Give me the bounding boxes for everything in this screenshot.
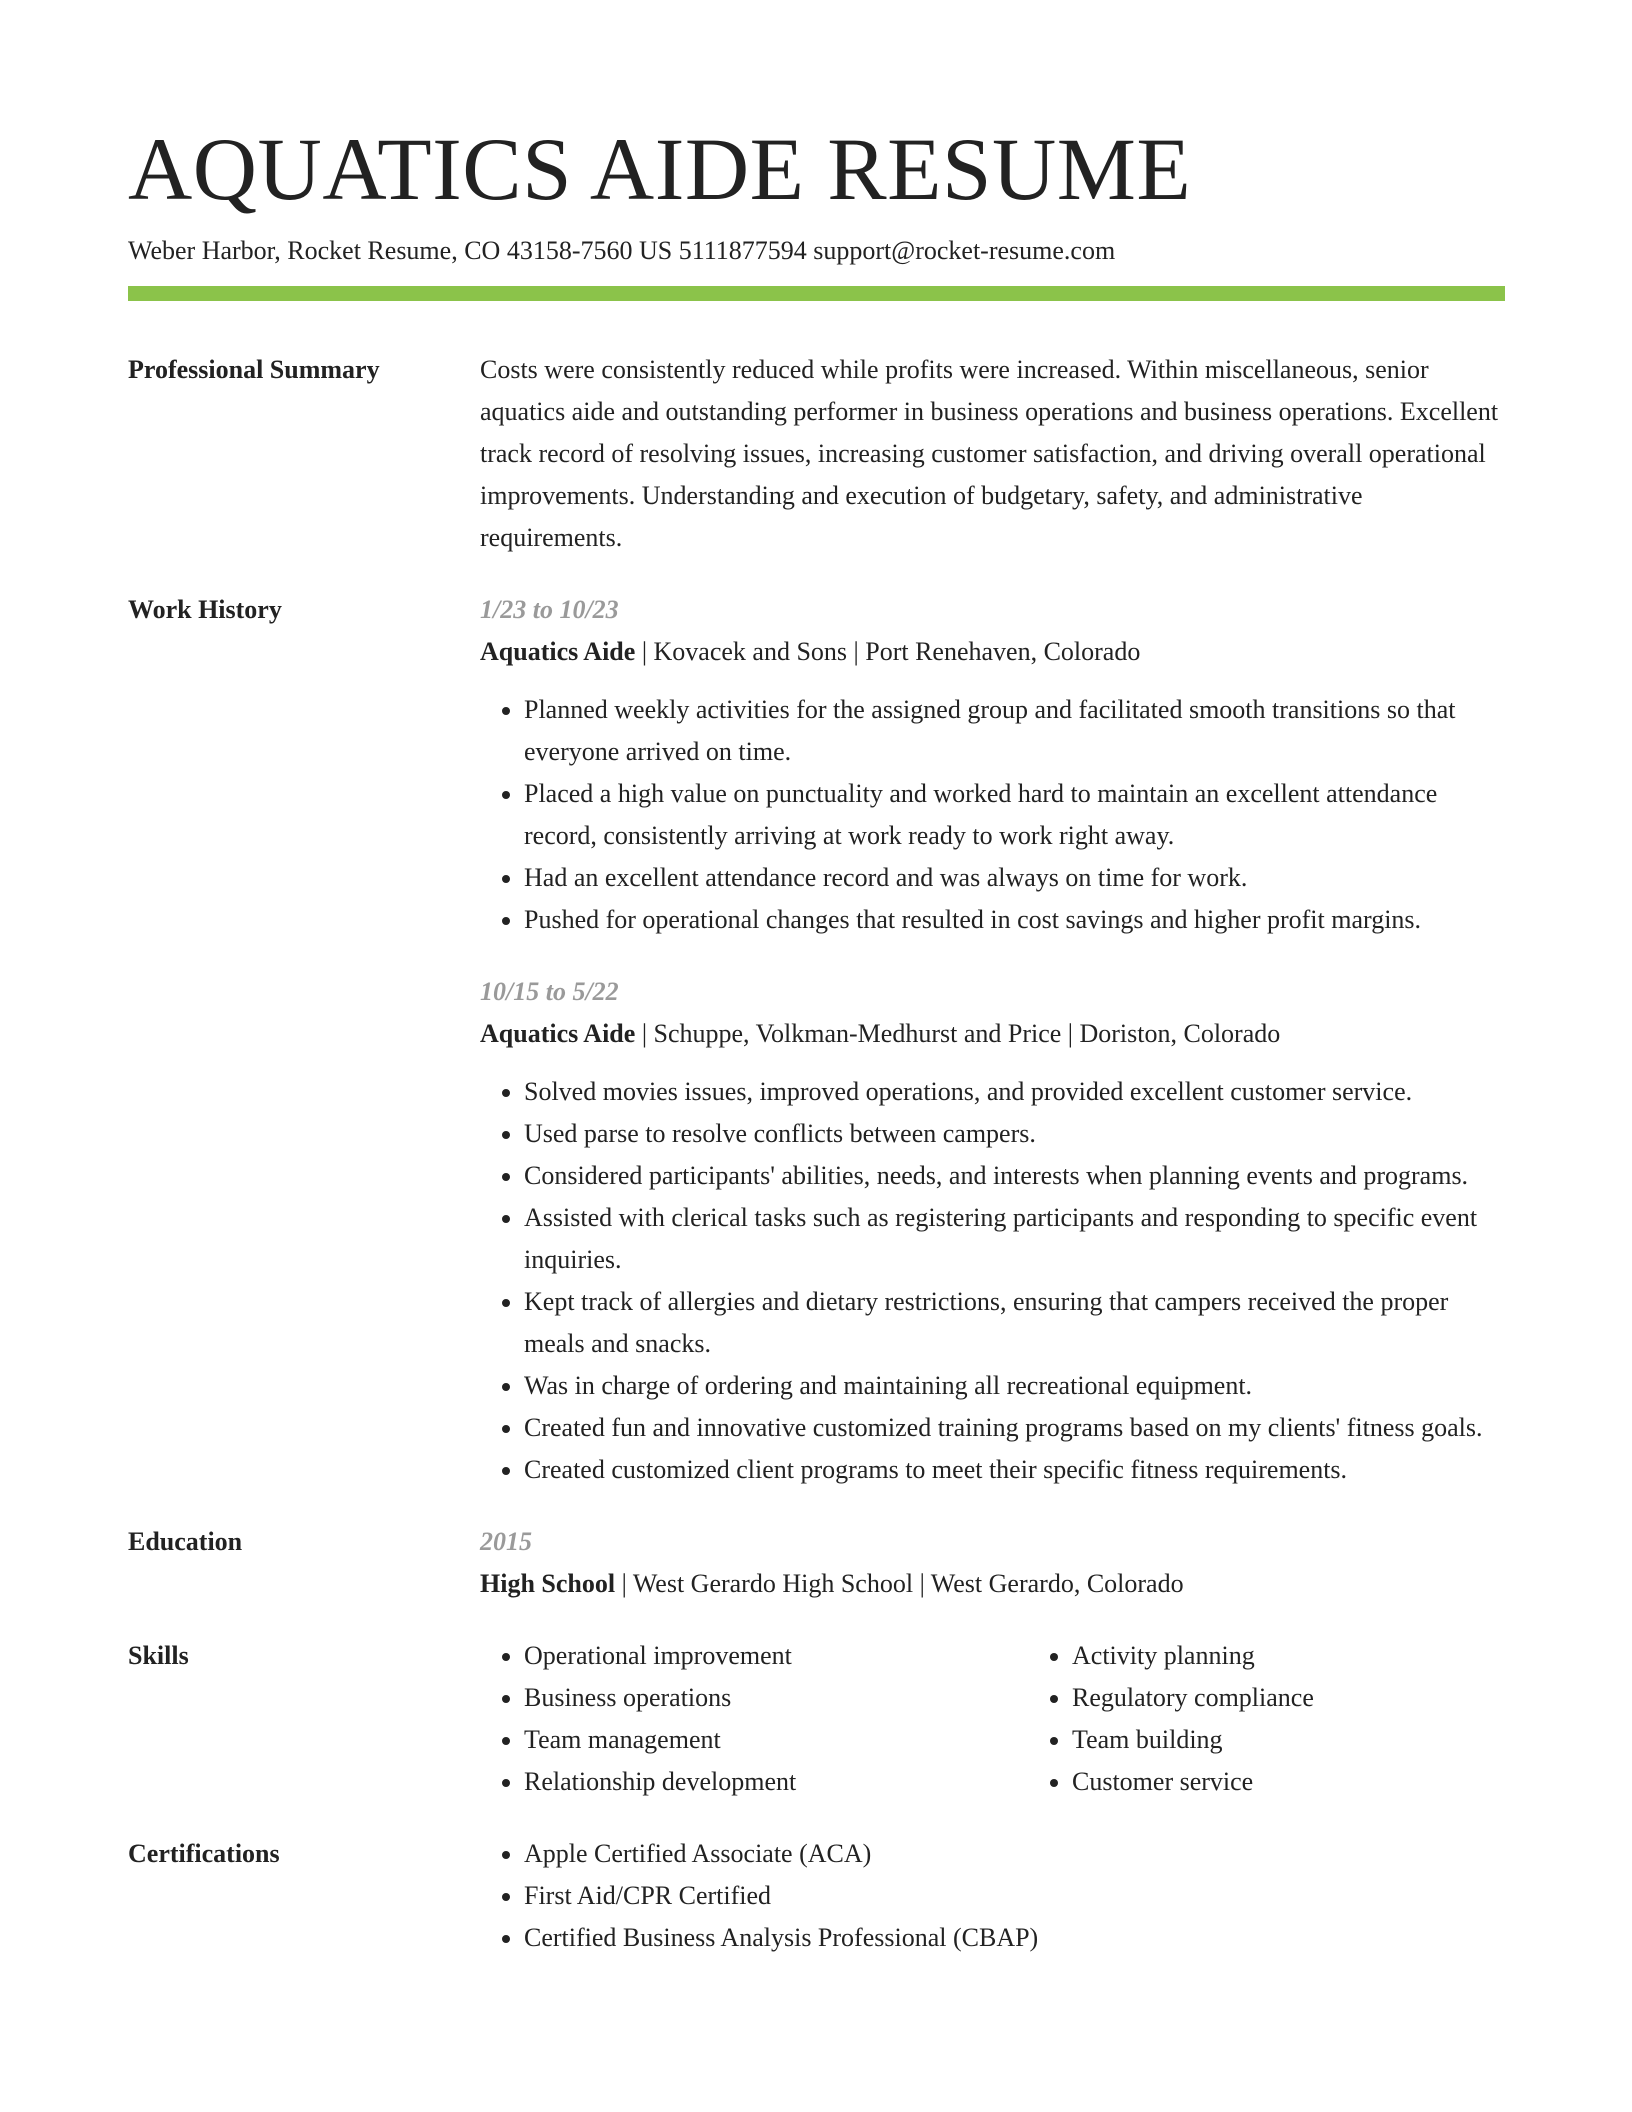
skill-item: • Activity planning — [1072, 1635, 1532, 1677]
skills-grid — [480, 1635, 1532, 1803]
education-year: 2015 — [480, 1527, 532, 1556]
job-title: Aquatics Aide — [480, 637, 636, 666]
certification-item: • Apple Certified Associate (ACA) — [524, 1833, 1505, 1875]
skill-item: • Team management — [524, 1719, 1028, 1761]
accent-divider — [128, 286, 1505, 301]
skill-item: • Team building — [1072, 1719, 1532, 1761]
certification-item: • Certified Business Analysis Professional (CBAP) — [524, 1917, 1505, 1959]
work-history-body — [480, 589, 1505, 1491]
contact-line: Weber Harbor, Rocket Resume, CO 43158-7560 US 5111877594 support@rocket-resume.com — [128, 236, 1116, 265]
skills-body — [480, 1635, 1532, 1803]
skill-item: • Customer service — [1072, 1761, 1532, 1803]
skill-item: • Regulatory compliance — [1072, 1677, 1532, 1719]
skills-column — [480, 1635, 1028, 1803]
summary-text: Costs were consistently reduced while profits were increased. Within miscellaneous, senior aquatics aide and outstanding performer in business operations and business operations. Excellent track record of resolving issues, increasing customer satisfaction, and driving overall operational improvements. Understanding and execution of budgetary, safety, and administrative requirements. — [480, 355, 1499, 552]
education-degree: High School — [480, 1569, 616, 1598]
section-label-certifications: Certifications — [128, 1839, 280, 1868]
section-label-summary: Professional Summary — [128, 355, 380, 384]
job-details: | Schuppe, Volkman-Medhurst and Price | Doriston, Colorado — [635, 1019, 1281, 1048]
page-title: AQUATICS AIDE RESUME — [128, 121, 1192, 219]
summary-section — [128, 349, 1505, 559]
work-history-section — [128, 589, 1505, 1491]
job-bullet: • Used parse to resolve conflicts between campers. — [524, 1113, 1505, 1155]
job-role-line — [480, 631, 1505, 673]
certifications-section — [128, 1833, 1505, 1959]
job-dates: 1/23 to 10/23 — [480, 595, 619, 624]
job-title: Aquatics Aide — [480, 1019, 636, 1048]
job-bullet: • Had an excellent attendance record and was always on time for work. — [524, 857, 1505, 899]
job-details: | Kovacek and Sons | Port Renehaven, Colorado — [635, 637, 1141, 666]
job-bullet: • Planned weekly activities for the assigned group and facilitated smooth transitions so that everyone arrived on time. — [524, 689, 1505, 773]
resume-content — [128, 349, 1505, 1989]
skills-column — [1028, 1635, 1532, 1803]
section-label-education: Education — [128, 1527, 243, 1556]
education-details: | West Gerardo High School | West Gerardo, Colorado — [615, 1569, 1184, 1598]
skill-item: • Business operations — [524, 1677, 1028, 1719]
education-section — [128, 1521, 1505, 1605]
job-bullet: • Assisted with clerical tasks such as registering participants and responding to specific event inquiries. — [524, 1197, 1505, 1281]
job-bullet: • Pushed for operational changes that resulted in cost savings and higher profit margins. — [524, 899, 1505, 941]
job-bullet: • Created customized client programs to meet their specific fitness requirements. — [524, 1449, 1505, 1491]
summary-body — [480, 349, 1505, 559]
certifications-body — [480, 1833, 1505, 1959]
job-bullets — [480, 1071, 1505, 1491]
skill-item: • Operational improvement — [524, 1635, 1028, 1677]
job-dates: 10/15 to 5/22 — [480, 977, 619, 1006]
section-label-work-history: Work History — [128, 595, 282, 624]
section-label-skills: Skills — [128, 1641, 189, 1670]
job-entry — [480, 971, 1505, 1491]
job-bullet: • Kept track of allergies and dietary restrictions, ensuring that campers received the proper meals and snacks. — [524, 1281, 1505, 1365]
skill-item: • Relationship development — [524, 1761, 1028, 1803]
job-bullets — [480, 689, 1505, 941]
education-line — [480, 1563, 1505, 1605]
certifications-list — [480, 1833, 1505, 1959]
job-entry — [480, 589, 1505, 941]
job-bullet: • Was in charge of ordering and maintaining all recreational equipment. — [524, 1365, 1505, 1407]
skills-section — [128, 1635, 1505, 1803]
certification-item: • First Aid/CPR Certified — [524, 1875, 1505, 1917]
resume-header — [128, 118, 1505, 268]
job-bullet: • Created fun and innovative customized training programs based on my clients' fitness goals. — [524, 1407, 1505, 1449]
job-role-line — [480, 1013, 1505, 1055]
job-bullet: • Placed a high value on punctuality and worked hard to maintain an excellent attendance record, consistently arriving at work ready to work right away. — [524, 773, 1505, 857]
job-bullet: • Considered participants' abilities, needs, and interests when planning events and programs. — [524, 1155, 1505, 1197]
job-bullet: • Solved movies issues, improved operations, and provided excellent customer service. — [524, 1071, 1505, 1113]
education-body — [480, 1521, 1505, 1605]
